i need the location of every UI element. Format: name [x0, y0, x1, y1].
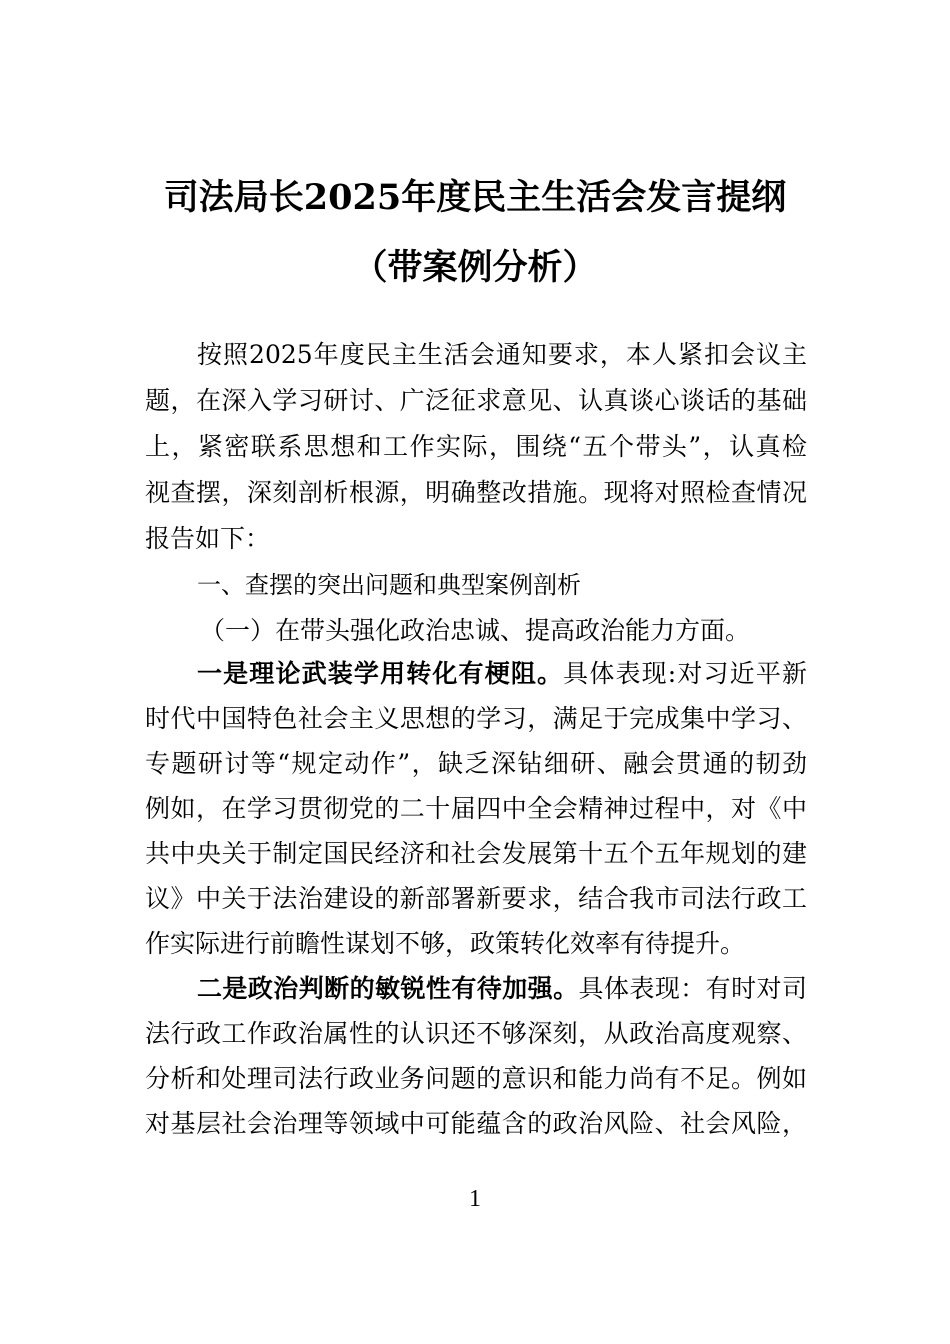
point1-first-line-rest: 具体表现:对习近平新 — [563, 659, 807, 688]
point2-line: 对基层社会治理等领域中可能蕴含的政治风险、社会风险， — [145, 1109, 807, 1138]
point2-line: 法行政工作政治属性的认识还不够深刻，从政治高度观察、 — [145, 1019, 807, 1048]
document-subtitle: （带案例分析） — [352, 247, 598, 288]
point1-lead: 一是理论武装学用转化有梗阻。 — [197, 659, 564, 688]
point1-line: 例如，在学习贯彻党的二十届四中全会精神过程中，对《中 — [145, 794, 807, 823]
section-heading: 一、查摆的突出问题和典型案例剖析 — [197, 571, 581, 599]
intro-line-4: 视查摆，深刻剖析根源，明确整改措施。现将对照检查情况 — [145, 478, 807, 507]
page-number: 1 — [469, 1186, 481, 1212]
point2-line: 分析和处理司法行政业务问题的意识和能力尚有不足。例如 — [145, 1064, 807, 1093]
point1-line: 作实际进行前瞻性谋划不够，政策转化效率有待提升。 — [145, 929, 746, 958]
point1-first-line — [145, 654, 807, 694]
document-title: 司法局长2025年度民主生活会发言提纲 — [163, 177, 787, 218]
point1-line: 共中央关于制定国民经济和社会发展第十五个五年规划的建 — [145, 839, 807, 868]
point2-lead: 二是政治判断的敏锐性有待加强。 — [197, 974, 579, 1003]
point1-line: 时代中国特色社会主义思想的学习，满足于完成集中学习、 — [145, 704, 807, 733]
point2-first-line-rest: 具体表现：有时对司 — [578, 974, 807, 1003]
intro-line-1: 按照2025年度民主生活会通知要求，本人紧扣会议主 — [197, 340, 807, 369]
intro-line-2: 题，在深入学习研讨、广泛征求意见、认真谈心谈话的基础 — [145, 386, 807, 415]
intro-line-3: 上，紧密联系思想和工作实际，围绕“五个带头”，认真检 — [145, 432, 807, 461]
intro-line-5: 报告如下： — [145, 524, 271, 553]
point1-line: 专题研讨等“规定动作”，缺乏深钻细研、融会贯通的韧劲 — [145, 749, 807, 778]
subsection-heading: （一）在带头强化政治忠诚、提高政治能力方面。 — [200, 616, 751, 645]
point1-line: 议》中关于法治建设的新部署新要求，结合我市司法行政工 — [145, 884, 807, 913]
point2-first-line — [145, 969, 807, 1009]
